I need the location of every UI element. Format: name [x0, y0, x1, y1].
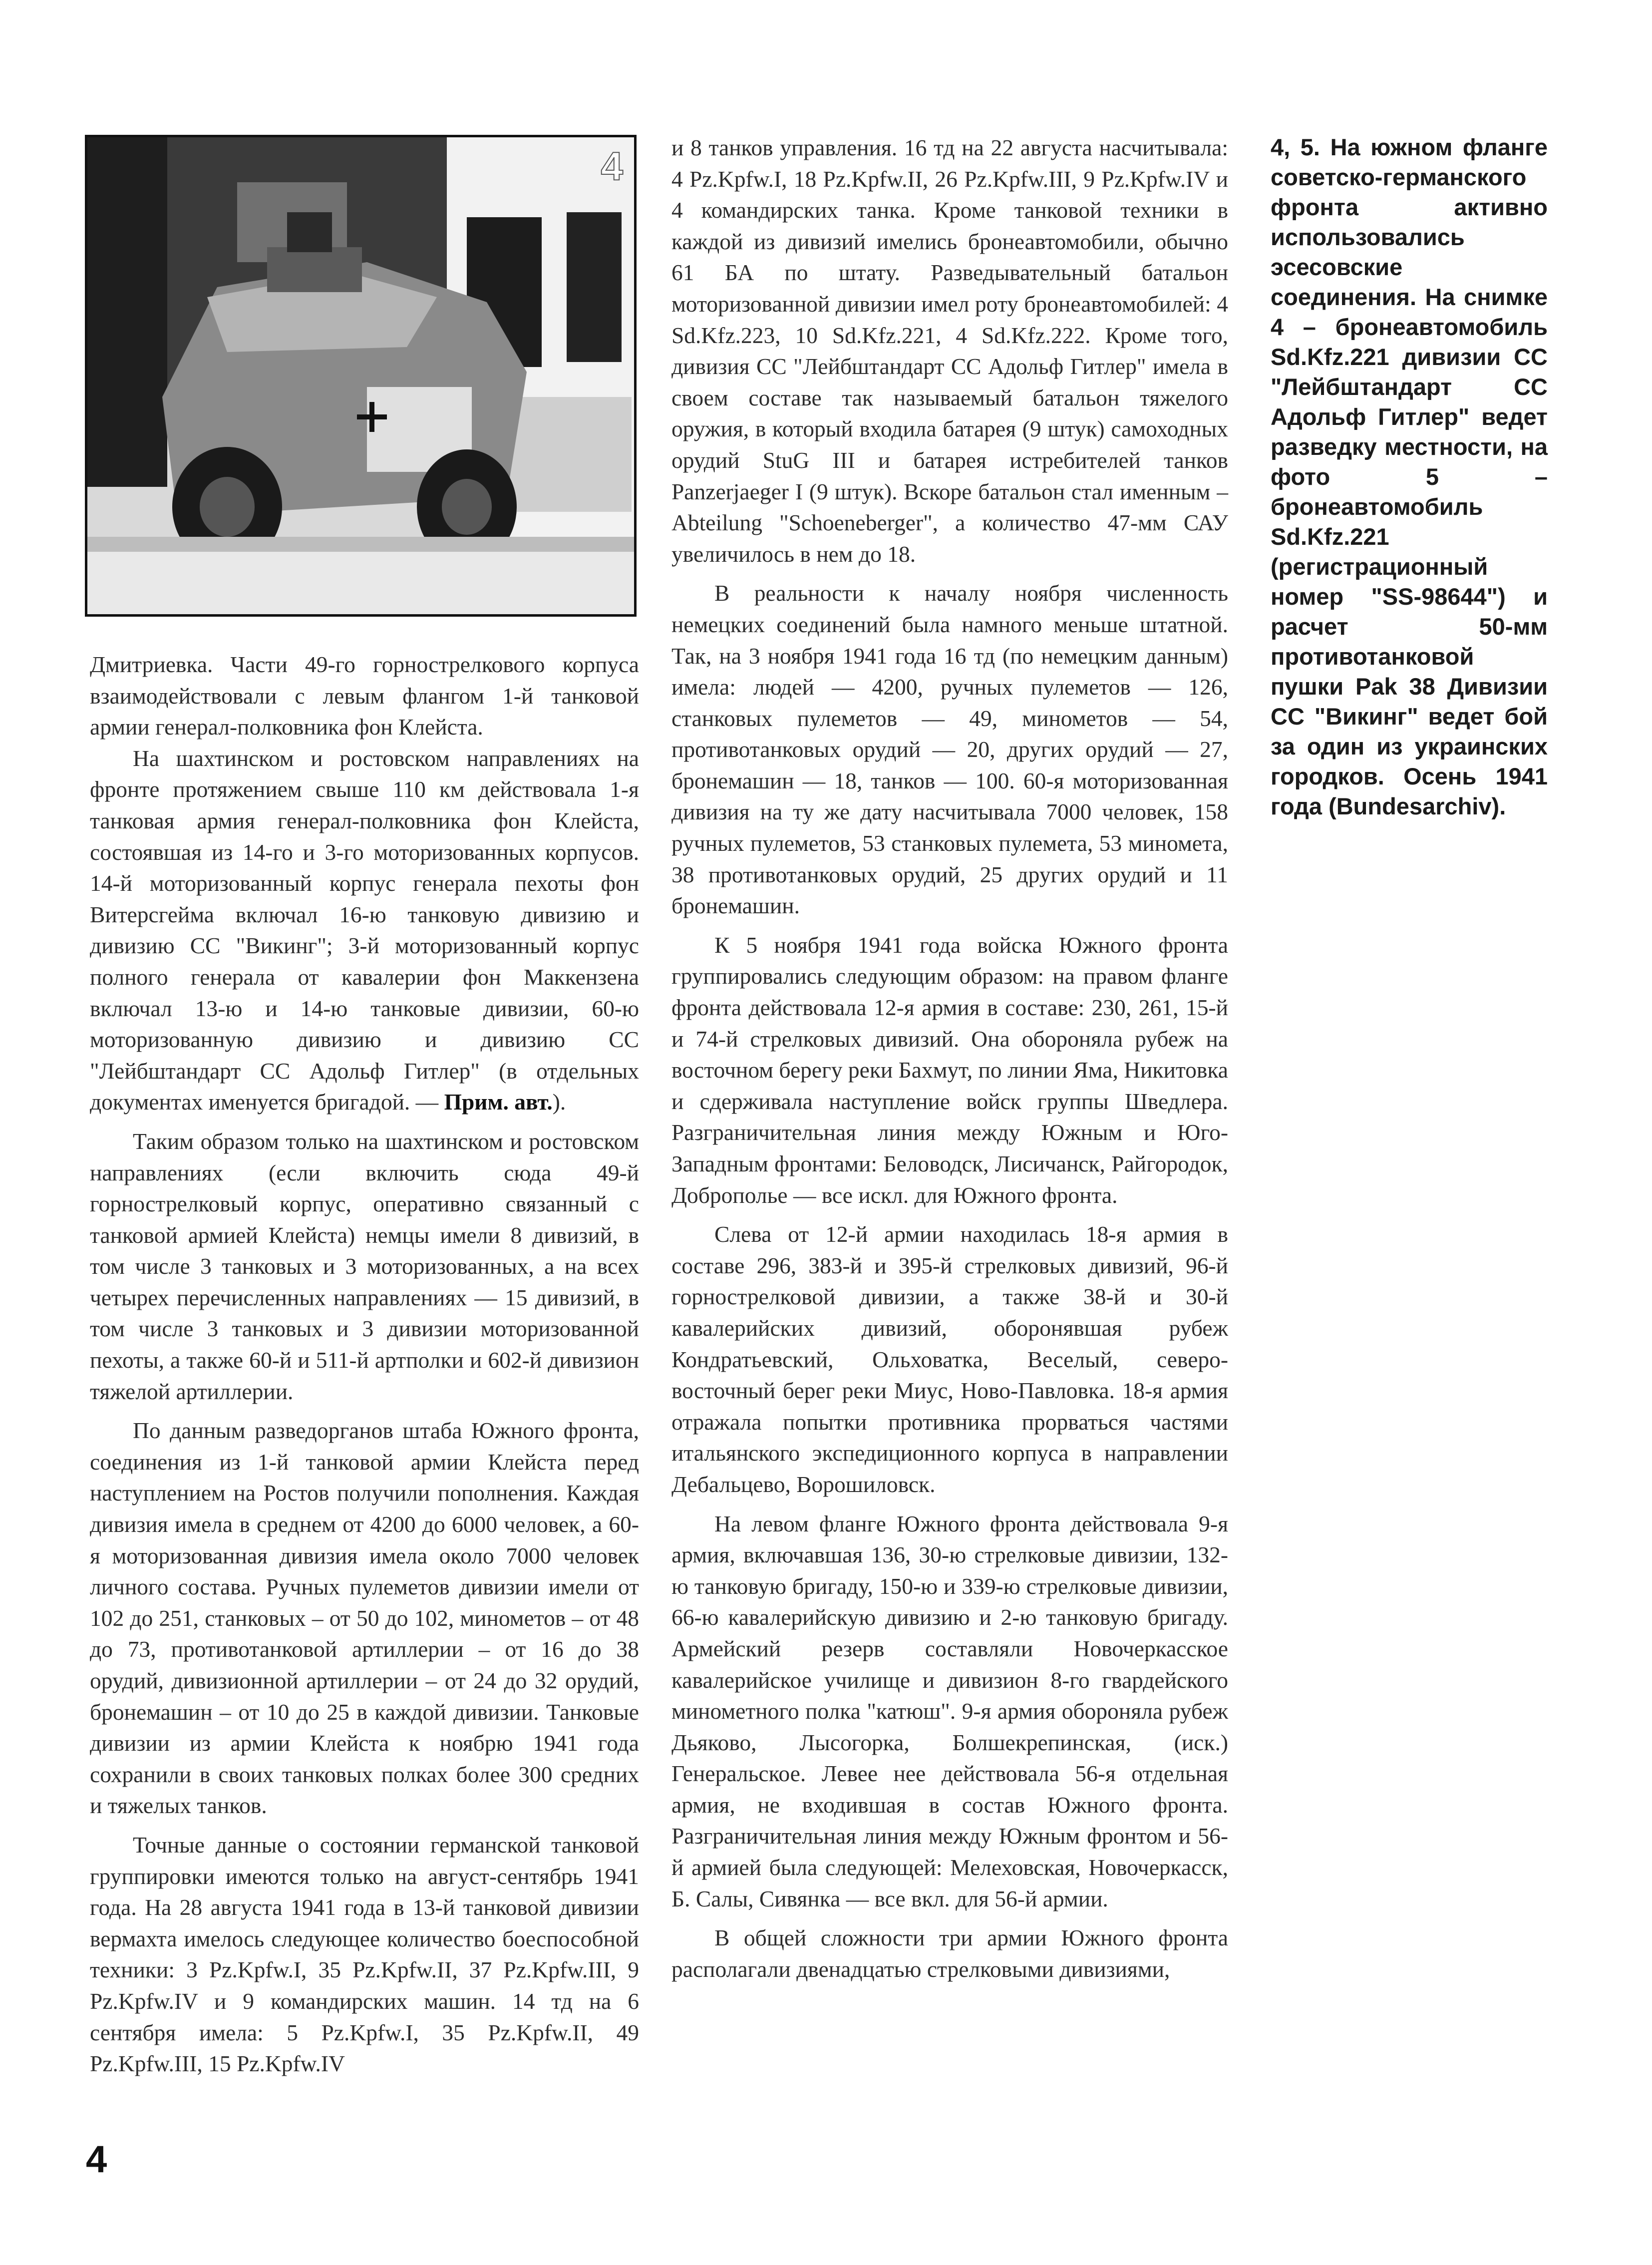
author-note: Прим. авт.: [444, 1089, 553, 1115]
photo-armored-car: [85, 135, 637, 617]
paragraph: и 8 танков управления. 16 тд на 22 августа насчитывала: 4 Pz.Kpfw.I, 18 Pz.Kpfw.II, 26 Pz.Kpfw.III, 9 Pz.Kpfw.IV и 4 командирских танка. Кроме танковой техники в каждой из дивизий имелись бронеавтомобили, обычно 61 БА по штату. Разведывательный батальон моторизованной дивизии имел роту бронеавтомобилей: 4 Sd.Kfz.223, 10 Sd.Kfz.221, 4 Sd.Kfz.222. Кроме того, дивизия СС "Лейбштандарт СС Адольф Гитлер" имела в своем составе так называемый батальон тяжелого оружия, в который входила батарея (9 штук) самоходных орудий StuG III и батарея истребителей танков Panzerjaeger I (9 штук). Вскоре батальон стал именным – Abteilung "Schoeneberger", а количество 47-мм САУ увеличилось в нем до 18.: [671, 135, 1228, 567]
paragraph: Дмитриевка. Части 49-го горнострелкового корпуса взаимодействовали с левым флангом 1-й танковой армии генерал-полковника фон Клейста.: [90, 652, 639, 740]
paragraph: В реальности к началу ноября численность немецких соединений была намного меньше штатной. Так, на 3 ноября 1941 года 16 тд (по немецким данным) имела: людей — 4200, ручных пулеметов — 126, станковых пулеметов — 49, минометов — 54, противотанковых орудий — 20, других орудий — 27, бронемашин — 18, танков — 100. 60-я моторизованная дивизия на ту же дату насчитывала 7000 человек, 158 ручных пулеметов, 53 станковых пулемета, 53 миномета, 38 противотанковых орудий, 25 других орудий и 11 бронемашин.: [671, 580, 1228, 919]
paragraph: В общей сложности три армии Южного фронта располагали двенадцатью стрелковыми дивизиями,: [671, 1925, 1228, 1982]
page-number: 4: [86, 2138, 107, 2181]
paragraph-text: На шахтинском и ростовском направлениях на фронте протяжением свыше 110 км действовала 1-я танковая армия генерал-полковника фон Клейста, состоявшая из 14-го и 3-го моторизованных корпусов. 14-й моторизованный корпус генерала пехоты фон Витерсгейма включал 16-ю танковую дивизию и дивизию СС "Викинг"; 3-й моторизованный корпус полного генерала от кавалерии фон Маккензена включал 13-ю и 14-ю танковые дивизии, 60-ю моторизованную дивизию и дивизию СС "Лейбштандарт СС Адольф Гитлер" (в отдельных документах именуется бригадой. —: [90, 745, 639, 1115]
text-column-middle: [671, 132, 1228, 1985]
text-column-left: [90, 649, 639, 2080]
paragraph-tail: ).: [552, 1089, 566, 1115]
paragraph: Точные данные о состоянии германской танковой группировки имеются только на август-сентябрь 1941 года. На 28 августа 1941 года в 13-й танковой дивизии вермахта имелось следующее количество боеспособной техники: 3 Pz.Kpfw.I, 35 Pz.Kpfw.II, 37 Pz.Kpfw.III, 9 Pz.Kpfw.IV и 9 командирских машин. 14 тд на 6 сентября имела: 5 Pz.Kpfw.I, 35 Pz.Kpfw.II, 49 Pz.Kpfw.III, 15 Pz.Kpfw.IV: [90, 1832, 639, 2077]
photo-caption: 4, 5. На южном фланге советско-германского фронта активно использовались эсесовские соединения. На снимке 4 – бронеавтомобиль Sd.Kfz.221 дивизии СС "Лейбштандарт СС Адольф Гитлер" ведет разведку местности, на фото 5 – бронеавтомобиль Sd.Kfz.221 (регистрационный номер "SS-98644") и расчет 50-мм противотанковой пушки Pak 38 Дивизии СС "Викинг" ведет бой за один из украинских городков. Осень 1941 года (Bundesarchiv).: [1271, 134, 1548, 819]
paragraph: По данным разведорганов штаба Южного фронта, соединения из 1-й танковой армии Клейста перед наступлением на Ростов получили пополнения. Каждая дивизия имела в среднем от 4200 до 6000 человек, а 60-я моторизованная дивизия имела около 7000 человек личного состава. Ручных пулеметов дивизии имели от 102 до 251, станковых – от 50 до 102, минометов – от 48 до 73, противотанковой артиллерии – от 16 до 38 орудий, дивизионной артиллерии – от 24 до 32 орудий, бронемашин – от 10 до 25 в каждой дивизии. Танковые дивизии из армии Клейста к ноябрю 1941 года сохранили в своих танковых полках более 300 средних и тяжелых танков.: [90, 1418, 639, 1819]
armored-car-photo-illustration: [87, 137, 634, 614]
paragraph: [90, 743, 639, 1118]
paragraph: Таким образом только на шахтинском и ростовском направлениях (если включить сюда 49-й горнострелковый корпус, оперативно связанный с танковой армией Клейста) немцы имели 8 дивизий, в том числе 3 танковых и 3 моторизованных, а на всех четырех перечисленных направлениях — 15 дивизий, в том числе 3 танковых и 3 дивизии моторизованной пехоты, а также 60-й и 511-й артполки и 602-й дивизион тяжелой артиллерии.: [90, 1128, 639, 1404]
paragraph: Слева от 12-й армии находилась 18-я армия в составе 296, 383-й и 395-й стрелковых дивизий, 96-й горнострелковой дивизии, а также 38-й и 30-й кавалерийских дивизий, оборонявшая рубеж Кондратьевский, Ольховатка, Веселый, северо-восточный берег реки Миус, Ново-Павловка. 18-я армия отражала попытки противника прорваться частями итальянского экспедиционного корпуса в направлении Дебальцево, Ворошиловск.: [671, 1221, 1228, 1497]
photo-number-label: 4: [601, 144, 623, 188]
paragraph: На левом фланге Южного фронта действовала 9-я армия, включавшая 136, 30-ю стрелковые дивизии, 132-ю танковую бригаду, 150-ю и 339-ю стрелковые дивизии, 66-ю кавалерийскую дивизию и 2-ю танковую бригаду. Армейский резерв составляли Новочеркасское кавалерийское училище и дивизион 8-го гвардейского минометного полка "катюш". 9-я армия обороняла рубеж Дьяково, Лысогорка, Болшекрепинская, (иск.) Генеральское. Левее нее действовала 56-я отдельная армия, не входившая в состав Южного фронта. Разграничительная линия между Южным фронтом и 56-й армией была следующей: Мелеховская, Новочеркасск, Б. Салы, Сивянка — все вкл. для 56-й армии.: [671, 1510, 1228, 1911]
paragraph: К 5 ноября 1941 года войска Южного фронта группировались следующим образом: на правом фланге фронта действовала 12-я армия в составе: 230, 261, 15-й и 74-й стрелковых дивизий. Она обороняла рубеж на восточном берегу реки Бахмут, по линии Яма, Никитовка и сдерживала наступление войск группы Шведлера. Разграничительная линия между Южным и Юго-Западным фронтами: Беловодск, Лисичанск, Райгородок, Доброполье — все искл. для Южного фронта.: [671, 932, 1228, 1208]
